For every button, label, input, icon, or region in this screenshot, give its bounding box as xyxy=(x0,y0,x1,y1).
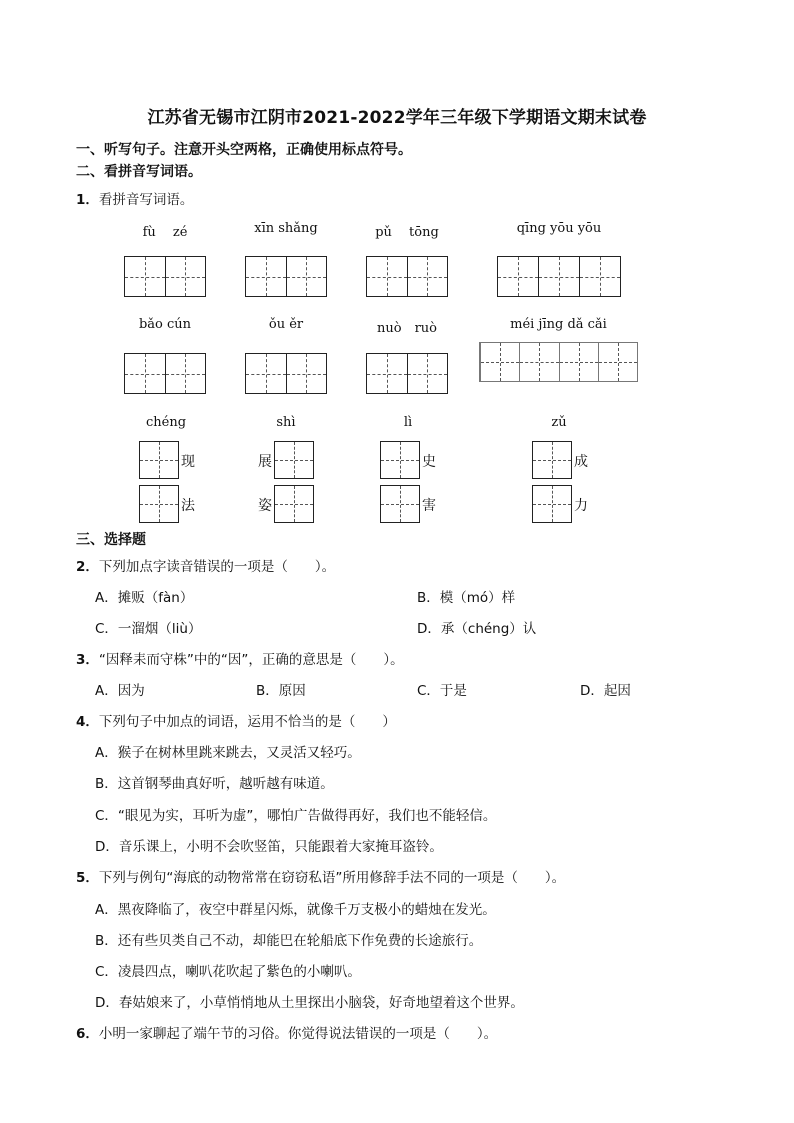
grid-cell[interactable] xyxy=(579,257,620,296)
option-a[interactable]: A．黑夜降临了，夜空中群星闪烁，就像千万支极小的蜡烛在发光。 xyxy=(95,902,496,918)
question-text: 下列句子中加点的词语，运用不恰当的是（ ） xyxy=(98,714,396,730)
question-number: 1． xyxy=(76,192,99,208)
grid-cell[interactable] xyxy=(165,257,206,296)
question-text: 小明一家聊起了端午节的习俗。你觉得说法错误的一项是（ ）。 xyxy=(98,1026,498,1042)
option-b[interactable]: B．原因 xyxy=(256,683,306,699)
question-6 xyxy=(76,1022,497,1042)
option-c[interactable]: C．凌晨四点，喇叭花吹起了紫色的小喇叭。 xyxy=(95,964,361,980)
option-b[interactable]: B．这首钢琴曲真好听，越听越有味道。 xyxy=(95,776,334,792)
pinyin-label: xīn shǎng xyxy=(254,221,318,236)
given-character: 法 xyxy=(181,498,195,514)
question-number: 3． xyxy=(76,652,99,668)
question-1 xyxy=(76,188,193,208)
pinyin-label: chéng xyxy=(145,415,187,430)
given-character: 姿 xyxy=(258,498,272,514)
writing-grid[interactable] xyxy=(124,353,206,394)
given-character: 成 xyxy=(574,454,588,470)
option-c[interactable]: C．“眼见为实，耳听为虚”，哪怕广告做得再好，我们也不能轻信。 xyxy=(95,808,497,824)
section-2-heading: 二、看拼音写词语。 xyxy=(76,164,202,180)
given-character: 力 xyxy=(574,498,588,514)
question-4 xyxy=(76,710,396,730)
writing-grid[interactable] xyxy=(479,342,638,382)
single-char-box[interactable] xyxy=(380,441,420,479)
option-b[interactable]: B．模（mó）样 xyxy=(417,590,516,606)
question-number: 2． xyxy=(76,559,99,575)
grid-cell[interactable] xyxy=(125,354,165,393)
question-5 xyxy=(76,866,565,886)
grid-cell[interactable] xyxy=(275,486,313,522)
single-char-box[interactable] xyxy=(380,485,420,523)
writing-grid[interactable] xyxy=(497,256,621,297)
writing-grid[interactable] xyxy=(366,353,448,394)
grid-cell[interactable] xyxy=(246,257,286,296)
grid-cell[interactable] xyxy=(407,257,448,296)
grid-cell[interactable] xyxy=(559,343,598,381)
grid-cell[interactable] xyxy=(367,257,407,296)
page-title: 江苏省无锡市江阴市2021-2022学年三年级下学期语文期末试卷 xyxy=(147,108,647,128)
question-3 xyxy=(76,648,404,668)
grid-cell[interactable] xyxy=(165,354,206,393)
option-d[interactable]: D．起因 xyxy=(580,683,631,699)
option-d[interactable]: D．音乐课上，小明不会吹竖笛，只能跟着大家掩耳盗铃。 xyxy=(95,839,443,855)
grid-cell[interactable] xyxy=(381,442,419,478)
grid-cell[interactable] xyxy=(519,343,558,381)
option-c[interactable]: C．于是 xyxy=(417,683,467,699)
section-3-heading: 三、选择题 xyxy=(76,532,146,548)
grid-cell[interactable] xyxy=(533,486,571,522)
grid-cell[interactable] xyxy=(381,486,419,522)
grid-cell[interactable] xyxy=(140,486,178,522)
grid-cell[interactable] xyxy=(140,442,178,478)
grid-cell[interactable] xyxy=(480,343,519,381)
grid-cell[interactable] xyxy=(246,354,286,393)
pinyin-label: shì xyxy=(276,415,296,430)
question-text: 下列与例句“海底的动物常常在窃窃私语”所用修辞手法不同的一项是（ ）。 xyxy=(98,870,566,886)
pinyin-label: ǒu ěr xyxy=(268,317,304,332)
pinyin-label: lì xyxy=(403,415,413,430)
grid-cell[interactable] xyxy=(533,442,571,478)
option-a[interactable]: A．猴子在树林里跳来跳去，又灵活又轻巧。 xyxy=(95,745,361,761)
option-d[interactable]: D．春姑娘来了，小草悄悄地从土里探出小脑袋，好奇地望着这个世界。 xyxy=(95,995,524,1011)
question-number: 4． xyxy=(76,714,99,730)
pinyin-label: fù zé xyxy=(142,225,188,240)
single-char-box[interactable] xyxy=(532,485,572,523)
single-char-box[interactable] xyxy=(139,485,179,523)
single-char-box[interactable] xyxy=(274,485,314,523)
writing-grid[interactable] xyxy=(366,256,448,297)
option-a[interactable]: A．因为 xyxy=(95,683,145,699)
writing-grid[interactable] xyxy=(124,256,206,297)
writing-grid[interactable] xyxy=(245,256,327,297)
question-text: 看拼音写词语。 xyxy=(98,192,194,208)
grid-cell[interactable] xyxy=(125,257,165,296)
grid-cell[interactable] xyxy=(367,354,407,393)
question-2 xyxy=(76,555,335,575)
single-char-box[interactable] xyxy=(274,441,314,479)
pinyin-label: qīng yōu yōu xyxy=(516,221,602,236)
grid-cell[interactable] xyxy=(598,343,637,381)
grid-cell[interactable] xyxy=(275,442,313,478)
grid-cell[interactable] xyxy=(407,354,448,393)
option-a[interactable]: A．摊贩（fàn） xyxy=(95,590,194,606)
pinyin-label: nuò ruò xyxy=(377,321,437,336)
given-character: 现 xyxy=(181,454,195,470)
pinyin-label: bǎo cún xyxy=(138,317,192,332)
question-text: “因释耒而守株”中的“因”，正确的意思是（ ）。 xyxy=(98,652,404,668)
pinyin-label: méi jīng dǎ cǎi xyxy=(510,317,607,332)
grid-cell[interactable] xyxy=(286,257,327,296)
given-character: 展 xyxy=(258,454,272,470)
option-b[interactable]: B．还有些贝类自己不动，却能巴在轮船底下作免费的长途旅行。 xyxy=(95,933,483,949)
pinyin-label: zǔ xyxy=(551,415,567,430)
question-text: 下列加点字读音错误的一项是（ ）。 xyxy=(98,559,336,575)
grid-cell[interactable] xyxy=(286,354,327,393)
option-c[interactable]: C．一溜烟（liù） xyxy=(95,621,202,637)
pinyin-label: pǔ tōng xyxy=(375,225,439,240)
question-number: 5． xyxy=(76,870,99,886)
writing-grid[interactable] xyxy=(245,353,327,394)
given-character: 史 xyxy=(422,454,436,470)
section-1-heading: 一、听写句子。注意开头空两格，正确使用标点符号。 xyxy=(76,142,412,158)
given-character: 害 xyxy=(422,498,436,514)
single-char-box[interactable] xyxy=(139,441,179,479)
question-number: 6． xyxy=(76,1026,99,1042)
grid-cell[interactable] xyxy=(498,257,538,296)
grid-cell[interactable] xyxy=(538,257,579,296)
single-char-box[interactable] xyxy=(532,441,572,479)
option-d[interactable]: D．承（chéng）认 xyxy=(417,621,537,637)
